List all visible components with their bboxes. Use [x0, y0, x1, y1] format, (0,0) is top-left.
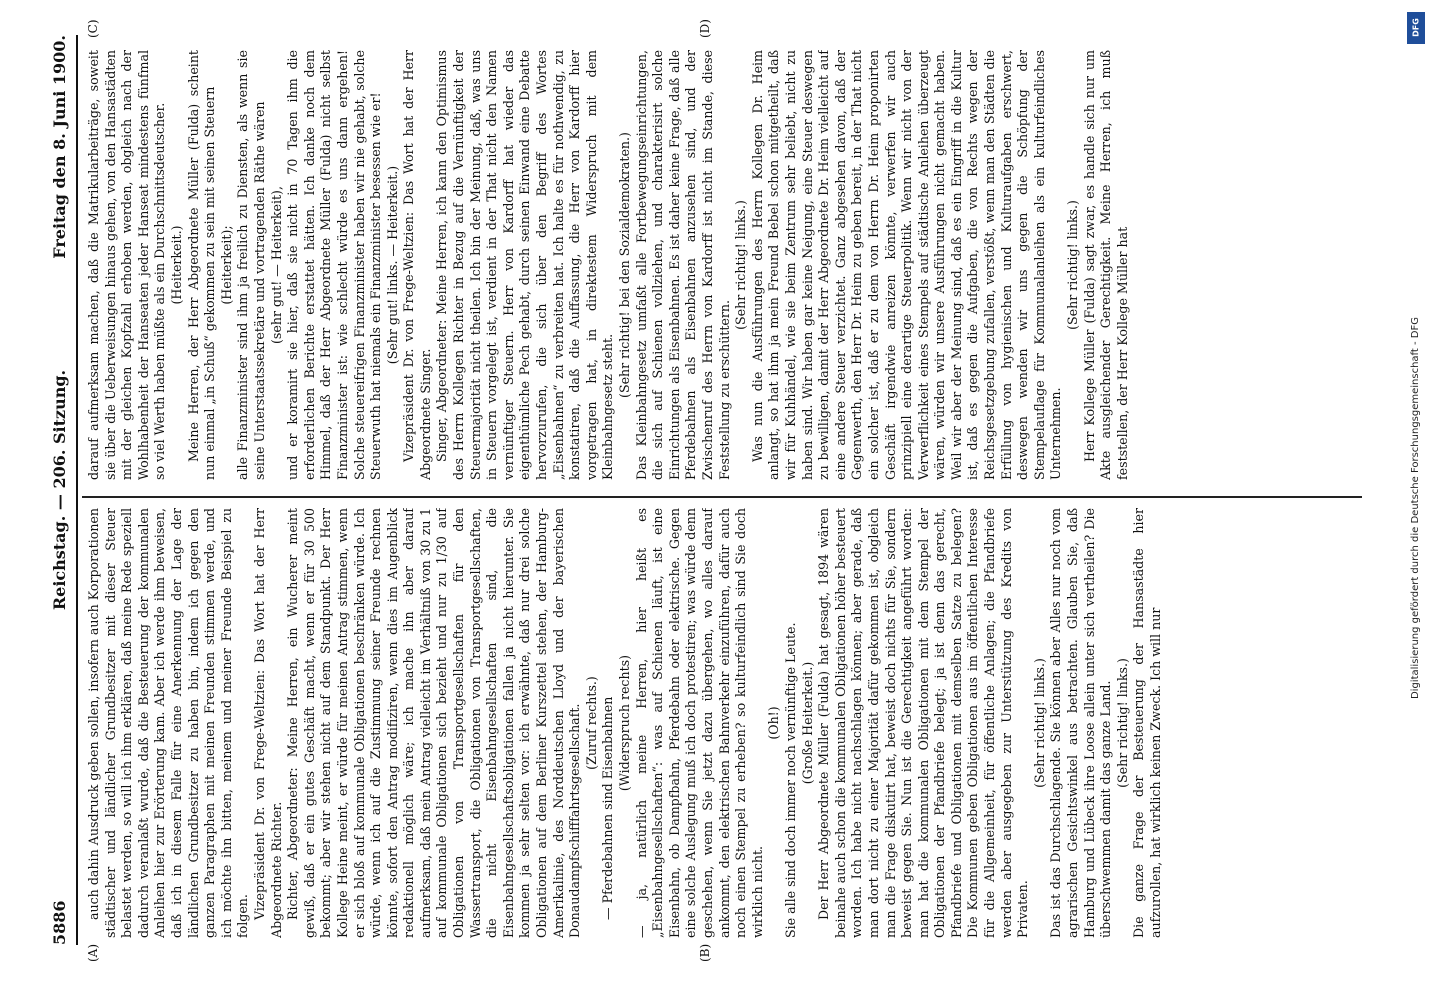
- paragraph: Der Herr Abgeordnete Müller (Fulda) hat gesagt, 1894 wären beinahe auch schon die kommunalen Obligationen höher besteuert worden. Ich habe nicht nachschlagen können; aber gerade, daß man dort nicht zu einer Majorität dafür gekommen ist, obgleich man die Frage diskutirt hat, beweist doch nichts für Sie, sondern beweist gegen Sie. Nun ist die Gerechtigkeit angeführt worden: man hat die kommunalen Obligationen mit dem Stempel der Obligationen der Pfandbriefe belegt; ja ist denn das gerecht, Pfandbriefe und Obligationen mit demselben Satze zu belegen? Die Kommunen geben Obligationen aus im öffentlichen Interesse für die Allgemeinheit, für öffentliche Anlagen; die Pfandbriefe werden aber ausgegeben zur Unterstützung des Kredits von Privaten.: [816, 508, 1031, 938]
- paragraph: alle Finanzminister sind ihm ja freilich zu Diensten, als wenn sie seine Unterstaatssekretäre und vortragenden Räthe wären: [235, 50, 267, 480]
- paragraph: Was nun die Ausführungen des Herrn Kollegen Dr. Heim anlangt, so hat ihm ja mein Freund Bebel schon mitgetheilt, daß wir für Kuhhändel, wie sie beim Zentrum sehr beliebt, nicht zu haben sind. Wir haben gar keine Neigung, eine Steuer deswegen zu bewilligen, damit der Herr Abgeordnete Dr. Heim vielleicht auf eine andere Steuer verzichtet. Ganz abgesehen davon, daß der Gegenwerth, den Herr Dr. Heim zu geben bereit, in der That nicht ein solcher ist, daß er zu dem von Herrn Dr. Heim proponirten Geschäft irgendwie anreizen könnte, verwerfen wir auch prinzipiell eine derartige Steuerpolitik. Wenn wir nicht von der Verwerflichkeit eines Stempels auf städtische Anleihen überzeugt wären, würden wir unsere Ausführungen nicht gemacht haben. Weil wir aber der Meinung sind, daß es ein Eingriff in die Kultur ist, daß es gegen die Aufgaben, die von Rechts wegen der Reichsgesetzgebung zufallen, verstößt, wenn man den Städten die Erfüllung von hygienischen und Kulturaufgaben erschwert, deswegen wenden wir uns gegen die Schöpfung der Stempelauflage für Kommunalanleihen als ein kulturfeindliches Unternehmen.: [749, 50, 1064, 480]
- paragraph: Sie alle sind doch immer noch vernünftige Leute.: [782, 622, 798, 938]
- dfg-logo: [1407, 12, 1425, 44]
- interjection: (Sehr richtig! links.): [1065, 200, 1081, 330]
- left-column: [86, 508, 1376, 938]
- margin-mark-b: (B): [698, 943, 712, 962]
- margin-mark-d: (D): [698, 19, 712, 38]
- interjection: (Zuruf rechts.): [583, 676, 599, 770]
- paragraph: Singer, Abgeordneter: Meine Herren, ich kann den Optimismus des Herrn Kollegen Richter in Bezug auf die Vernünftigkeit der Steuermajorität nicht theilen. Ich bin der Meinung, daß, was uns in Steuern vorgelegt ist, verdient in der That nicht den Namen vernünftiger Steuern. Herr von Kardorff hat wieder das eigenthümliche Pech gehabt, durch seinen Einwand eine Debatte hervorzurufen, die sich über den Begriff des Wortes „Eisenbahnen“ zu verbreiten hat. Ich halte es für nothwendig, zu konstatiren, daß die Auffassung, die Herr von Kardorff hier vorgetragen hat, in direktestem Widerspruch mit dem Kleinbahngesetz steht.: [434, 50, 616, 480]
- interjection: (Heiterkeit);: [218, 225, 234, 305]
- dfg-credit-text: Digitalisierung gefördert durch die Deutsche Forschungsgemeinschaft - DFG: [1410, 317, 1421, 700]
- paragraph: Das ist das Durchschlagende. Sie können aber Alles nur noch vom agrarischen Gesichtswinkel aus betrachten. Glauben Sie, daß Hamburg und Lübeck ihre Loose allein unter sich vertheilen? Die überschwemmen damit das ganze Land.: [1048, 508, 1114, 938]
- paragraph: Herr Kollege Müller (Fulda) sagt zwar, es handle sich nur um Akte ausgleichender Gerechtigkeit. Meine Herren, ich muß feststellen, der Herr Kollege Müller hat: [1081, 50, 1130, 480]
- page-header: [50, 35, 78, 945]
- margin-mark-a: (A): [86, 943, 100, 962]
- paragraph: Vizepräsident Dr. von Frege-Weltzien: Das Wort hat der Herr Abgeordnete Richter.: [251, 508, 284, 938]
- session-title: Reichstag. — 206. Sitzung.: [50, 369, 69, 611]
- session-date: Freitag den 8. Juni 1900.: [50, 35, 69, 259]
- margin-mark-c: (C): [86, 19, 100, 38]
- paragraph: — ja, natürlich meine Herren, hier heißt es „Eisenbahngesellschaften“: was auf Schienen läuft, ist eine Eisenbahn, ob Dampfbahn, Pferdebahn oder elektrische. Gegen eine solche Auslegung muß ich doch protestiren; was würde denn geschehen, wenn Sie jetzt dazu übergehen, wo alles darauf ankommt, den elektrischen Bahnverkehr einzuführen, dafür auch noch einen Stempel zu erheben? so kulturfeindlich sind Sie doch wirklich nicht.: [633, 508, 765, 938]
- paragraph: Vizepräsident Dr. von Frege-Weltzien: Das Wort hat der Herr Abgeordnete Singer.: [401, 50, 433, 480]
- interjection: (Widerspruch rechts): [617, 654, 632, 792]
- paragraph: darauf aufmerksam machen, daß die Matrikularbeiträge, soweit sie über die Ueberweisungen hinaus gehen, von den Hansastädten mit der gleichen Kopfzahl erhoben werden, obgleich nach der Wohlhabenheit der Hanseaten jeder Hanseat mindestens fünfmal so viel Werth haben müßte als ein Durchschnittsdeutscher.: [86, 50, 168, 480]
- right-column: [86, 50, 1376, 480]
- paragraph: Die ganze Frage der Besteuerung der Hansastädte hier aufzurollen, hat wirklich keinen Zweck. Ich will nur: [1131, 508, 1163, 938]
- interjection: (Sehr richtig! links.): [733, 200, 749, 330]
- paragraph: — Pferdebahnen sind Eisenbahnen: [600, 696, 616, 920]
- interjection: (Sehr richtig! links.): [1114, 658, 1130, 788]
- interjection: (Große Heiterkeit.): [799, 661, 815, 785]
- page-number: 5886: [50, 900, 69, 945]
- interjection: (Heiterkeit.): [168, 225, 184, 305]
- interjection: (sehr gut! — Heiterkeit),: [268, 186, 284, 344]
- paragraph: Meine Herren, der Herr Abgeordnete Müller (Fulda) scheint nun einmal „in Schuß“ gekommen zu sein mit seinen Steuern: [185, 50, 218, 480]
- interjection: (Sehr richtig! links.): [1031, 658, 1047, 788]
- paragraph: Richter, Abgeordneter: Meine Herren, ein Wucherer meint gewiß, daß er ein gutes Geschäft macht, wenn er für 30 500 bekommt; aber wir stehen nicht auf dem Standpunkt. Der Herr Kollege Heine meint, er würde für meinen Antrag stimmen, wenn er sich bloß auf kommunale Obligationen beschränken würde. Ich würde, wenn ich auf die Zustimmung seiner Freunde rechnen könnte, sofort den Antrag modifiziren, wenn dies im Augenblick redaktionell möglich wäre; ich mache ihn aber darauf aufmerksam, daß mein Antrag vielleicht im Verhältniß von 30 zu 1 auf kommunale Obligationen sich bezieht und nur zu 1/30 auf Obligationen von Transportgesellschaften für den Wassertransport, die Obligationen von Transportgesellschaften, die nicht Eisenbahngesellschaften sind, die Eisenbahngesellschaftsobligationen fallen ja nicht hierunter. Sie kommen ja sehr selten vor: ich erwähnte, daß nur drei solche Obligationen auf dem Berliner Kurszettel stehen, der Hamburg-Amerikalinie, des Norddeutschen Lloyd und der bayerischen Donaudampfschifffahrtsgesellschaft.: [285, 508, 583, 938]
- interjection: (Oh!): [766, 706, 782, 740]
- paragraph: Das Kleinbahngesetz umfaßt alle Fortbewegungseinrichtungen, die sich auf Schienen vollziehen, und charakterisirt solche Einrichtungen als Eisenbahnen. Es ist daher keine Frage, daß alle Pferdebahnen als Eisenbahnen anzusehen sind, und der Zwischenruf des Herrn von Kardorff ist nicht im Stande, diese Feststellung zu erschüttern.: [633, 50, 732, 480]
- interjection: (Sehr richtig! bei den Sozialdemokraten.): [617, 132, 632, 398]
- paragraph: auch dahin Ausdruck geben sollen, insofern auch Korporationen städtischer und ländlicher Grundbesitzer mit dieser Steuer belastet werden, so will ich ihm erklären, daß meine Rede speziell dadurch veranlaßt wurde, daß die Besteuerung der kommunalen Anleihen hier zur Erörterung kam. Aber ich werde ihm beweisen, daß ich in diesem Falle für eine Anerkennung der Lage der ländlichen Grundbesitzer zu haben bin, indem ich gegen den ganzen Paragraphen mit meinen Freunden stimmen werde, und ich möchte ihn bitten, meinem und meiner Freunde Beispiel zu folgen.: [86, 508, 251, 938]
- column-divider: [82, 497, 1362, 499]
- interjection: (Sehr gut! links. — Heiterkeit.): [384, 165, 400, 365]
- dfg-logo-text: DFG: [1411, 18, 1421, 37]
- digitization-note: [1402, 8, 1432, 992]
- paragraph: und er koramirt sie hier, daß sie nicht in 70 Tagen ihm die erforderlichen Berichte erstattet hätten. Ich danke noch dem Himmel, daß der Herr Abgeordnete Müller (Fulda) nicht selbst Finanzminister ist: wie schlecht würde es uns dann ergehen! Solche steuereifrigen Finanzminister haben wir nie gehabt, solche Steuerwuth hat niemals ein Finanzminister besessen wie er!: [285, 50, 384, 480]
